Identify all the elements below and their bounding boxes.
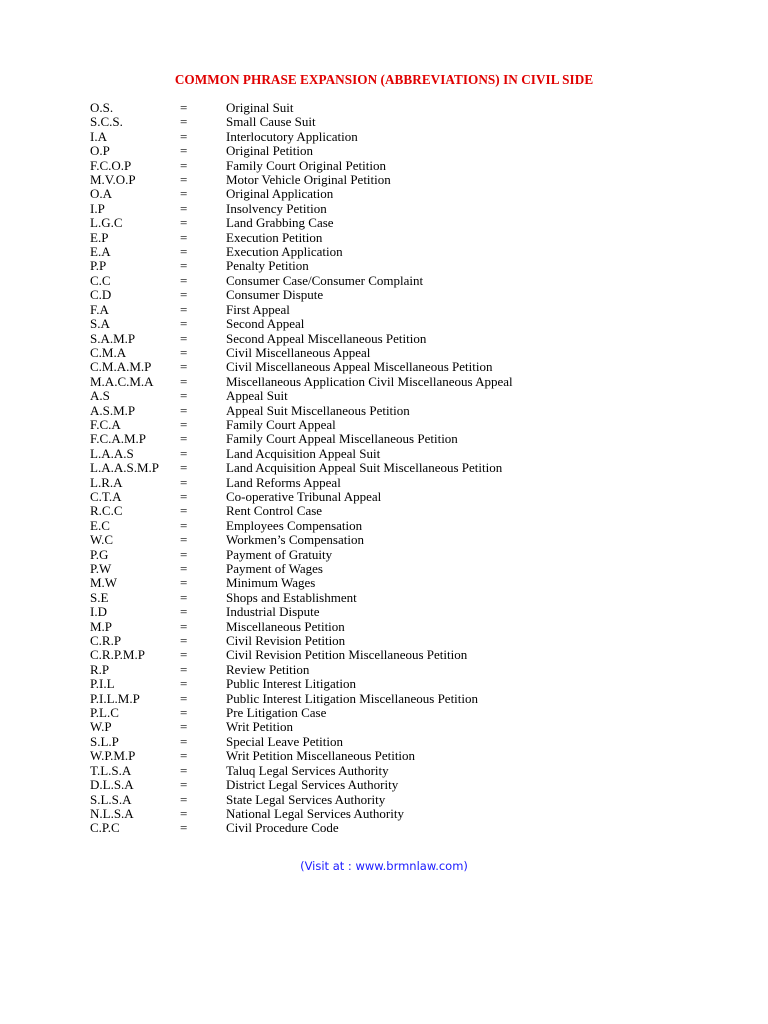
abbreviation-code: D.L.S.A bbox=[90, 777, 134, 793]
abbreviation-row bbox=[90, 259, 690, 273]
abbreviation-expansion: Family Court Original Petition bbox=[226, 157, 386, 173]
abbreviation-expansion: Original Application bbox=[226, 186, 334, 202]
equals-sign: = bbox=[180, 416, 188, 432]
abbreviation-code: I.D bbox=[90, 604, 107, 620]
equals-sign: = bbox=[180, 215, 188, 231]
equals-sign: = bbox=[180, 359, 188, 375]
abbreviation-row bbox=[90, 620, 690, 634]
abbreviation-code: P.G bbox=[90, 546, 109, 562]
abbreviation-row bbox=[90, 793, 690, 807]
equals-sign: = bbox=[180, 575, 188, 591]
equals-sign: = bbox=[180, 143, 188, 159]
equals-sign: = bbox=[180, 301, 188, 317]
abbreviation-code: S.A bbox=[90, 316, 110, 332]
abbreviation-row bbox=[90, 418, 690, 432]
abbreviation-code: S.L.P bbox=[90, 733, 119, 749]
abbreviation-code: N.L.S.A bbox=[90, 805, 134, 821]
abbreviation-row bbox=[90, 303, 690, 317]
equals-sign: = bbox=[180, 503, 188, 519]
equals-sign: = bbox=[180, 791, 188, 807]
abbreviation-expansion: Insolvency Petition bbox=[226, 200, 327, 216]
document-title: COMMON PHRASE EXPANSION (ABBREVIATIONS) IN CIVIL SIDE bbox=[174, 72, 594, 87]
abbreviation-code: F.A bbox=[90, 301, 109, 317]
equals-sign: = bbox=[180, 388, 188, 404]
abbreviation-row bbox=[90, 735, 690, 749]
equals-sign: = bbox=[180, 517, 188, 533]
equals-sign: = bbox=[180, 128, 188, 144]
equals-sign: = bbox=[180, 805, 188, 821]
abbreviation-expansion: Original Petition bbox=[226, 143, 314, 159]
abbreviation-row bbox=[90, 375, 690, 389]
abbreviation-row bbox=[90, 591, 690, 605]
abbreviation-code: L.R.A bbox=[90, 474, 123, 490]
abbreviation-code: I.P bbox=[90, 200, 105, 216]
abbreviation-row bbox=[90, 404, 690, 418]
abbreviation-expansion: Civil Miscellaneous Appeal bbox=[226, 344, 371, 360]
abbreviation-row bbox=[90, 749, 690, 763]
abbreviation-code: P.P bbox=[90, 258, 107, 274]
equals-sign: = bbox=[180, 561, 188, 576]
abbreviation-expansion: Public Interest Litigation Miscellaneous Petition bbox=[226, 690, 479, 706]
abbreviation-code: C.R.P bbox=[90, 633, 122, 649]
abbreviation-code: S.A.M.P bbox=[90, 330, 136, 346]
abbreviation-expansion: Miscellaneous Petition bbox=[226, 618, 345, 634]
abbreviation-code: M.W bbox=[90, 575, 118, 591]
abbreviation-row bbox=[90, 663, 690, 677]
abbreviation-row bbox=[90, 634, 690, 648]
abbreviation-row bbox=[90, 231, 690, 245]
abbreviation-row bbox=[90, 317, 690, 331]
abbreviation-expansion: Special Leave Petition bbox=[226, 733, 343, 749]
equals-sign: = bbox=[180, 604, 188, 620]
abbreviation-expansion: National Legal Services Authority bbox=[226, 805, 404, 821]
abbreviation-code: I.A bbox=[90, 128, 107, 144]
abbreviation-expansion: Rent Control Case bbox=[226, 503, 323, 519]
abbreviation-expansion: Review Petition bbox=[226, 661, 310, 677]
equals-sign: = bbox=[180, 633, 188, 649]
abbreviation-row bbox=[90, 245, 690, 259]
abbreviation-code: R.P bbox=[90, 661, 110, 677]
abbreviation-expansion: Civil Miscellaneous Appeal Miscellaneous Petition bbox=[226, 359, 493, 375]
abbreviation-row bbox=[90, 677, 690, 691]
abbreviation-expansion: Original Suit bbox=[226, 100, 294, 115]
abbreviation-expansion: Consumer Case/Consumer Complaint bbox=[226, 272, 424, 288]
abbreviation-expansion: Second Appeal bbox=[226, 316, 305, 332]
abbreviation-expansion: Family Court Appeal Miscellaneous Petition bbox=[226, 431, 458, 447]
abbreviation-code: O.A bbox=[90, 186, 113, 202]
abbreviation-row bbox=[90, 216, 690, 230]
equals-sign: = bbox=[180, 445, 188, 461]
abbreviation-row bbox=[90, 476, 690, 490]
abbreviation-row bbox=[90, 548, 690, 562]
abbreviation-code: C.M.A bbox=[90, 344, 127, 360]
equals-sign: = bbox=[180, 748, 188, 764]
abbreviation-expansion: Miscellaneous Application Civil Miscellaneous Appeal bbox=[226, 373, 513, 389]
abbreviation-expansion: Workmen’s Compensation bbox=[226, 532, 364, 548]
abbreviation-list bbox=[90, 101, 690, 836]
equals-sign: = bbox=[180, 172, 188, 188]
abbreviation-expansion: Land Reforms Appeal bbox=[226, 474, 341, 490]
abbreviation-code: E.A bbox=[90, 244, 111, 260]
abbreviation-code: S.L.S.A bbox=[90, 791, 132, 807]
equals-sign: = bbox=[180, 690, 188, 706]
abbreviation-row bbox=[90, 576, 690, 590]
abbreviation-row bbox=[90, 101, 690, 115]
abbreviation-expansion: District Legal Services Authority bbox=[226, 777, 399, 793]
equals-sign: = bbox=[180, 157, 188, 173]
abbreviation-code: W.C bbox=[90, 532, 113, 548]
abbreviation-expansion: Second Appeal Miscellaneous Petition bbox=[226, 330, 427, 346]
abbreviation-expansion: Family Court Appeal bbox=[226, 416, 336, 432]
equals-sign: = bbox=[180, 373, 188, 389]
abbreviation-code: P.W bbox=[90, 561, 112, 576]
equals-sign: = bbox=[180, 719, 188, 735]
abbreviation-code: C.P.C bbox=[90, 820, 120, 836]
abbreviation-expansion: Civil Revision Petition bbox=[226, 633, 346, 649]
abbreviation-expansion: Taluq Legal Services Authority bbox=[226, 762, 389, 778]
equals-sign: = bbox=[180, 200, 188, 216]
abbreviation-code: C.C bbox=[90, 272, 111, 288]
abbreviation-expansion: Civil Revision Petition Miscellaneous Petition bbox=[226, 647, 468, 663]
equals-sign: = bbox=[180, 272, 188, 288]
equals-sign: = bbox=[180, 661, 188, 677]
abbreviation-code: L.A.A.S.M.P bbox=[90, 460, 159, 476]
abbreviation-row bbox=[90, 720, 690, 734]
abbreviation-row bbox=[90, 490, 690, 504]
abbreviation-code: W.P.M.P bbox=[90, 748, 136, 764]
abbreviation-row bbox=[90, 692, 690, 706]
equals-sign: = bbox=[180, 618, 188, 634]
equals-sign: = bbox=[180, 402, 188, 418]
abbreviation-expansion: Employees Compensation bbox=[226, 517, 363, 533]
abbreviation-row bbox=[90, 778, 690, 792]
abbreviation-code: M.V.O.P bbox=[90, 172, 136, 188]
abbreviation-code: C.T.A bbox=[90, 488, 122, 504]
equals-sign: = bbox=[180, 647, 188, 663]
equals-sign: = bbox=[180, 488, 188, 504]
abbreviation-expansion: Public Interest Litigation bbox=[226, 676, 356, 692]
equals-sign: = bbox=[180, 460, 188, 476]
abbreviation-row bbox=[90, 115, 690, 129]
abbreviation-code: A.S bbox=[90, 388, 110, 404]
equals-sign: = bbox=[180, 532, 188, 548]
abbreviation-row bbox=[90, 288, 690, 302]
abbreviation-row bbox=[90, 764, 690, 778]
abbreviation-expansion: Land Acquisition Appeal Suit Miscellaneous Petition bbox=[226, 460, 503, 476]
abbreviation-code: L.A.A.S bbox=[90, 445, 134, 461]
equals-sign: = bbox=[180, 244, 188, 260]
equals-sign: = bbox=[180, 474, 188, 490]
abbreviation-code: E.P bbox=[90, 229, 109, 245]
abbreviation-code: O.P bbox=[90, 143, 110, 159]
abbreviation-row bbox=[90, 461, 690, 475]
abbreviation-code: S.E bbox=[90, 589, 109, 605]
abbreviation-row bbox=[90, 648, 690, 662]
abbreviation-row bbox=[90, 360, 690, 374]
abbreviation-row bbox=[90, 144, 690, 158]
abbreviation-code: P.I.L bbox=[90, 676, 115, 692]
abbreviation-code: L.G.C bbox=[90, 215, 123, 231]
abbreviation-code: F.C.O.P bbox=[90, 157, 132, 173]
equals-sign: = bbox=[180, 589, 188, 605]
equals-sign: = bbox=[180, 186, 188, 202]
abbreviation-code: O.S. bbox=[90, 100, 114, 115]
abbreviation-expansion: First Appeal bbox=[226, 301, 290, 317]
abbreviation-row bbox=[90, 187, 690, 201]
abbreviation-expansion: Industrial Dispute bbox=[226, 604, 320, 620]
abbreviation-row bbox=[90, 605, 690, 619]
abbreviation-code: P.L.C bbox=[90, 705, 119, 721]
abbreviation-expansion: Execution Application bbox=[226, 244, 343, 260]
abbreviation-code: C.M.A.M.P bbox=[90, 359, 152, 375]
abbreviation-row bbox=[90, 332, 690, 346]
equals-sign: = bbox=[180, 705, 188, 721]
abbreviation-code: M.P bbox=[90, 618, 113, 634]
equals-sign: = bbox=[180, 676, 188, 692]
abbreviation-row bbox=[90, 389, 690, 403]
abbreviation-expansion: Land Acquisition Appeal Suit bbox=[226, 445, 381, 461]
abbreviation-row bbox=[90, 159, 690, 173]
abbreviation-code: F.C.A.M.P bbox=[90, 431, 147, 447]
abbreviation-expansion: Appeal Suit Miscellaneous Petition bbox=[226, 402, 410, 418]
abbreviation-row bbox=[90, 821, 690, 835]
abbreviation-expansion: Payment of Gratuity bbox=[226, 546, 333, 562]
abbreviation-row bbox=[90, 130, 690, 144]
abbreviation-code: R.C.C bbox=[90, 503, 123, 519]
abbreviation-code: C.R.P.M.P bbox=[90, 647, 145, 663]
abbreviation-code: T.L.S.A bbox=[90, 762, 132, 778]
abbreviation-row bbox=[90, 274, 690, 288]
abbreviation-code: A.S.M.P bbox=[90, 402, 136, 418]
equals-sign: = bbox=[180, 287, 188, 303]
abbreviation-expansion: Payment of Wages bbox=[226, 561, 323, 576]
abbreviation-expansion: Minimum Wages bbox=[226, 575, 316, 591]
equals-sign: = bbox=[180, 100, 188, 115]
abbreviation-row bbox=[90, 807, 690, 821]
equals-sign: = bbox=[180, 258, 188, 274]
abbreviation-expansion: Penalty Petition bbox=[226, 258, 309, 274]
abbreviation-row bbox=[90, 202, 690, 216]
equals-sign: = bbox=[180, 777, 188, 793]
equals-sign: = bbox=[180, 114, 188, 130]
abbreviation-row bbox=[90, 562, 690, 576]
abbreviation-row bbox=[90, 173, 690, 187]
abbreviation-code: C.D bbox=[90, 287, 112, 303]
abbreviation-code: P.I.L.M.P bbox=[90, 690, 140, 706]
abbreviation-row bbox=[90, 447, 690, 461]
equals-sign: = bbox=[180, 762, 188, 778]
equals-sign: = bbox=[180, 820, 188, 836]
abbreviation-row bbox=[90, 432, 690, 446]
abbreviation-expansion: Co-operative Tribunal Appeal bbox=[226, 488, 382, 504]
abbreviation-code: E.C bbox=[90, 517, 110, 533]
abbreviation-row bbox=[90, 706, 690, 720]
abbreviation-row bbox=[90, 533, 690, 547]
abbreviation-code: F.C.A bbox=[90, 416, 121, 432]
abbreviation-expansion: Execution Petition bbox=[226, 229, 323, 245]
footer-link[interactable]: (Visit at : www.brmnlaw.com) bbox=[300, 859, 468, 873]
abbreviation-code: S.C.S. bbox=[90, 114, 123, 130]
abbreviation-row bbox=[90, 504, 690, 518]
abbreviation-expansion: Small Cause Suit bbox=[226, 114, 316, 130]
abbreviation-expansion: Land Grabbing Case bbox=[226, 215, 334, 231]
abbreviation-expansion: Consumer Dispute bbox=[226, 287, 324, 303]
equals-sign: = bbox=[180, 330, 188, 346]
abbreviation-expansion: State Legal Services Authority bbox=[226, 791, 386, 807]
equals-sign: = bbox=[180, 229, 188, 245]
equals-sign: = bbox=[180, 344, 188, 360]
equals-sign: = bbox=[180, 733, 188, 749]
abbreviation-code: M.A.C.M.A bbox=[90, 373, 154, 389]
abbreviation-row bbox=[90, 519, 690, 533]
abbreviation-expansion: Pre Litigation Case bbox=[226, 705, 327, 721]
abbreviation-code: W.P bbox=[90, 719, 112, 735]
abbreviation-expansion: Writ Petition Miscellaneous Petition bbox=[226, 748, 416, 764]
abbreviation-expansion: Shops and Establishment bbox=[226, 589, 357, 605]
abbreviation-row bbox=[90, 346, 690, 360]
equals-sign: = bbox=[180, 546, 188, 562]
equals-sign: = bbox=[180, 431, 188, 447]
abbreviation-expansion: Motor Vehicle Original Petition bbox=[226, 172, 391, 188]
abbreviation-expansion: Appeal Suit bbox=[226, 388, 288, 404]
equals-sign: = bbox=[180, 316, 188, 332]
abbreviation-expansion: Writ Petition bbox=[226, 719, 293, 735]
abbreviation-expansion: Interlocutory Application bbox=[226, 128, 358, 144]
abbreviation-expansion: Civil Procedure Code bbox=[226, 820, 339, 836]
